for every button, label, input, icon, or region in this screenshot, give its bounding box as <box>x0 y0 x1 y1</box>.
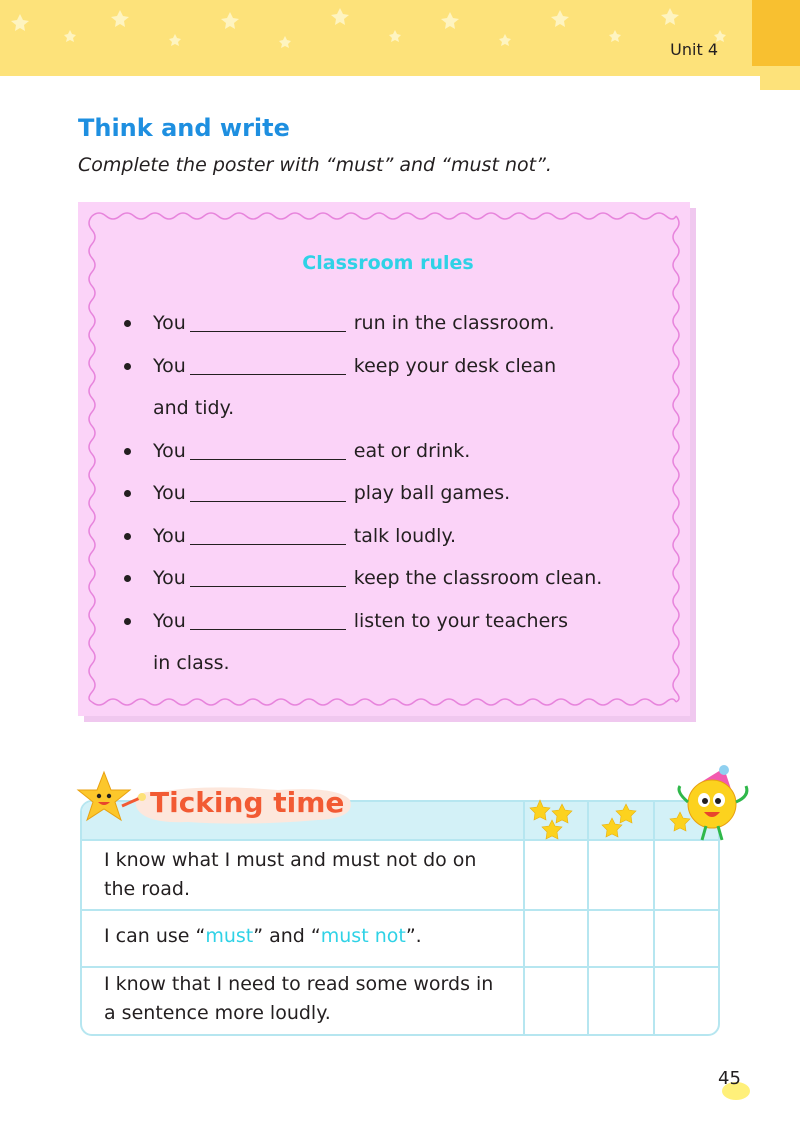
row-text: ” and “ <box>253 925 321 947</box>
rule-prefix: You <box>153 482 186 504</box>
poster-title: Classroom rules <box>302 252 474 274</box>
rule-text: listen to your teachers <box>353 609 568 632</box>
highlight-must-not: must not <box>320 925 406 947</box>
ball-mascot-icon <box>672 762 754 846</box>
star-pattern-icon <box>0 0 760 62</box>
unit-label: Unit 4 <box>670 40 718 59</box>
bullet-icon <box>124 363 131 370</box>
rule-text: eat or drink. <box>353 439 471 462</box>
rules-list <box>124 302 664 685</box>
row-text-cont: the road. <box>104 878 190 900</box>
rule-text: run in the classroom. <box>353 312 555 334</box>
rule-item <box>124 302 664 345</box>
star-mascot-icon <box>74 768 154 838</box>
section-title: Think and write <box>78 114 290 142</box>
page-number: 45 <box>718 1068 741 1089</box>
answer-blank[interactable] <box>190 352 346 375</box>
rule-continuation: in class. <box>153 652 230 674</box>
highlight-must: must <box>205 925 254 947</box>
rule-item <box>124 557 664 600</box>
checklist-row <box>104 846 524 904</box>
answer-blank[interactable] <box>190 479 346 502</box>
row-text-cont: a sentence more loudly. <box>104 1002 331 1024</box>
rule-continuation: and tidy. <box>153 397 235 419</box>
banner-mask <box>0 76 760 92</box>
bullet-icon <box>124 618 131 625</box>
rule-item <box>124 472 664 515</box>
checklist-row <box>104 922 524 951</box>
bullet-icon <box>124 320 131 327</box>
rule-text: talk loudly. <box>353 524 457 547</box>
row-text: I know that I need to read some words in <box>104 973 494 995</box>
bullet-icon <box>124 448 131 455</box>
rule-prefix: You <box>153 609 186 632</box>
answer-blank[interactable] <box>190 564 346 587</box>
instruction-text: Complete the poster with “must” and “must not”. <box>78 154 552 176</box>
rule-text: keep your desk clean <box>353 354 557 377</box>
rule-item <box>124 515 664 558</box>
bullet-icon <box>124 575 131 582</box>
rule-item <box>124 600 664 685</box>
rule-prefix: You <box>153 439 186 462</box>
row-text: I can use “ <box>104 925 206 947</box>
answer-blank[interactable] <box>190 607 346 630</box>
ticking-time-title: Ticking time <box>150 786 345 819</box>
rule-prefix: You <box>153 354 186 377</box>
bullet-icon <box>124 490 131 497</box>
checklist-row <box>104 970 524 1028</box>
row-text: I know what I must and must not do on <box>104 849 477 871</box>
rule-text: keep the classroom clean. <box>353 567 603 589</box>
answer-blank[interactable] <box>190 437 346 460</box>
bullet-icon <box>124 533 131 540</box>
classroom-rules-poster <box>78 202 690 716</box>
rule-text: play ball games. <box>353 482 511 504</box>
rule-item <box>124 430 664 473</box>
unit-tab <box>752 0 800 66</box>
rule-prefix: You <box>153 524 186 547</box>
answer-blank[interactable] <box>190 309 346 332</box>
rule-item <box>124 345 664 430</box>
rule-prefix: You <box>153 312 186 334</box>
answer-blank[interactable] <box>190 522 346 545</box>
rule-prefix: You <box>153 567 186 589</box>
row-text: ”. <box>405 925 422 947</box>
